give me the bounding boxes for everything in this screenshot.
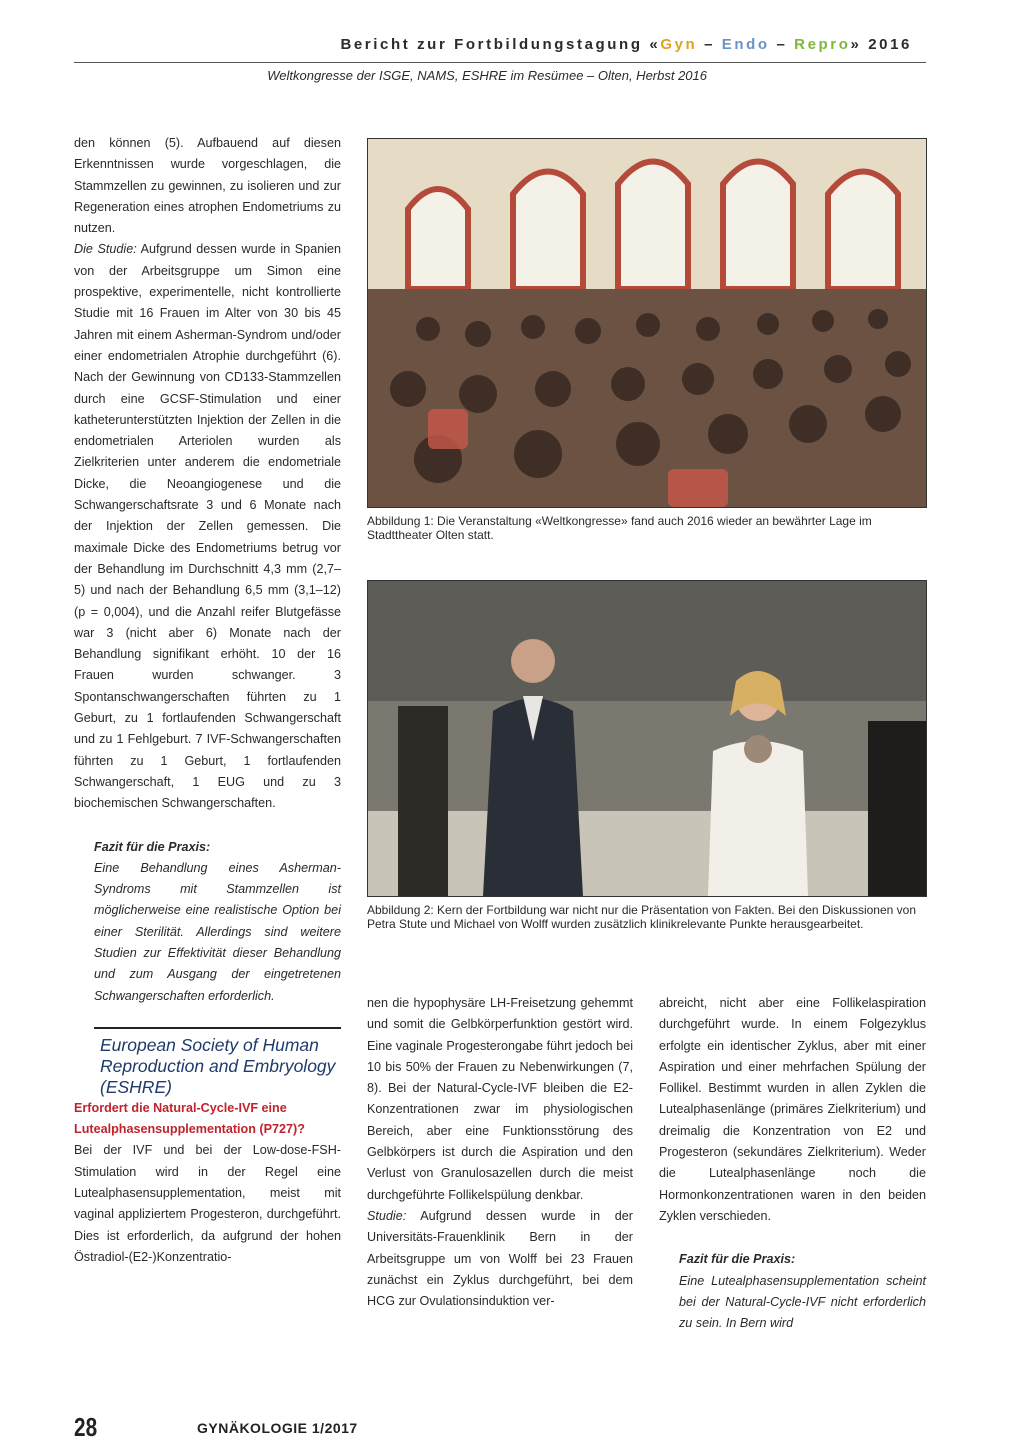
column2-study <box>367 1206 633 1312</box>
fazit-title: Fazit für die Praxis: <box>679 1252 796 1267</box>
header-title-repro: Repro <box>794 36 851 53</box>
fazit-text: Eine Behandlung eines Asherman-Syndroms mit Stammzellen ist möglicherweise eine realistische Option bei einer Sterilität. Allerdings sind weitere Studien zur Effektivität dieser Behandlung und zum Ausgang der eingetretenen Schwangerschaften erforderlich. <box>94 860 341 1003</box>
section-divider <box>94 1027 341 1029</box>
fazit-text: Eine Lutealphasensupplementation scheint bei der Natural-Cycle-IVF nicht erforderlich zu sein. In Bern wird <box>679 1273 926 1331</box>
fazit-box <box>679 1249 926 1334</box>
column3-text: abreicht, nicht aber eine Follikelaspiration durchgeführt wurde. In einem Folgezyklus erfolgte ein identischer Zyklus, aber mit einer Aspiration und einer mehrfachen Spülung der Follikel. Bestimmt wurden in allen Zyklen die Lutealphasenlänge (primäres Zielkriterium) und dreimalig die Konzentration von E2 und Progesteron (sekundäres Zielkriterium). Weder die Lutealphasenlänge noch die Hormonkonzentrationen waren in den beiden Zyklen verschieden. <box>659 996 926 1223</box>
paper-text: Bei der IVF und bei der Low-dose-FSH-Stimulation wird in der Regel eine Lutealphasensupplementation, meist mit vaginal appliziertem Progesteron, durchgeführt. Dies ist erforderlich, da aufgrund der hohen Östradiol-(E2-)Konzentratio- <box>74 1143 341 1264</box>
column1-study <box>74 239 341 814</box>
study-text: Aufgrund dessen wurde in der Universitäts-Frauenklinik Bern in der Arbeitsgruppe um von Wolff bei 23 Frauen zunächst ein Zyklus durchgeführt, bei dem HCG zur Ovulationsinduktion ver- <box>367 1208 633 1309</box>
speakers-photo <box>367 580 927 897</box>
study-label: Studie: <box>367 1208 407 1223</box>
header-rule <box>74 62 926 63</box>
page-number: 28 <box>74 1412 98 1442</box>
column1-intro: den können (5). Aufbauend auf diesen Erkenntnissen wurde vorgeschlagen, die Stammzellen zu gewinnen, zu isolieren und zur Regeneration eines atrophen Endometriums zu nutzen. <box>74 136 341 236</box>
column-1 <box>74 133 341 1268</box>
header-title-dash: – <box>769 36 795 53</box>
study-text: Aufgrund dessen wurde in Spanien von der Arbeitsgruppe um Simon eine prospektive, experimentelle, nicht kontrollierte Studie mit 16 Frauen im Alter von 30 bis 45 Jahren mit einem Asherman-Syndrom und/oder einer endometrialen Atrophie durchgeführt (6). Nach der Gewinnung von CD133-Stammzellen durch eine GCSF-Stimulation und einer katheterunterstützten Injektion der Zellen in die endometrialen Arteriolen wurden als Zielkriterien unter anderem die endometriale Dicke, die Neoangiogenese und die Schwangerschaftsrate 3 und 6 Monate nach der Injektion der Zellen gemessen. Die maximale Dicke des Endometriums betrug vor der Behandlung im Durchschnitt 4,3 mm (2,7–5) und nach der Behandlung 6,5 mm (3,1–12) (p = 0,004), und die Anzahl reifer Blutgefässe war 3 (nicht aber 6) Monate nach der Behandlung signifikant erhöht. 10 der 16 Frauen wurden schwanger. 3 Spontanschwangerschaften führten zu 1 Geburt, zu 1 fortlaufenden Schwangerschaft und zu 1 Fehlgeburt. 7 IVF-Schwangerschaften führten zu 1 Geburt, 1 fortlaufenden Schwangerschaft, 1 EUG und zu 3 biochemischen Schwangerschaften. <box>74 242 342 811</box>
header-title-suffix: » 2016 <box>850 36 912 53</box>
speakers-photo-illustration <box>368 581 926 896</box>
audience-photo-illustration <box>368 139 926 507</box>
fazit-box <box>94 837 341 1007</box>
conference-audience-photo <box>367 138 927 508</box>
figure2-caption: Abbildung 2: Kern der Fortbildung war nicht nur die Präsentation von Fakten. Bei den Diskussionen von Petra Stute und Michael von Wolff wurden zusätzlich klinikrelevante Punkte herausgearbeitet. <box>367 903 916 931</box>
study-label: Die Studie: <box>74 242 137 257</box>
column-3 <box>659 993 926 1334</box>
header-title <box>0 36 912 53</box>
paper-title: Erfordert die Natural-Cycle-IVF eine Lutealphasensupplementation (P727)? <box>74 1100 305 1137</box>
fazit-title: Fazit für die Praxis: <box>94 839 211 854</box>
journal-name: GYNÄKOLOGIE 1/2017 <box>197 1420 358 1436</box>
header-title-dash: – <box>697 36 722 53</box>
column2-text: nen die hypophysäre LH-Freisetzung gehemmt und somit die Gelbkörperfunktion gestört wird. Eine vaginale Progesterongabe führt jedoch bei 10 bis 50% der Frauen zu Nebenwirkungen (7, 8). Bei der Natural-Cycle-IVF bleiben die E2-Konzentrationen zwar im physiologischen Bereich, aber eine Funktionsstörung des Gelbkörpers ist durch die Aspiration und den Verlust von Granulosazellen durch die meist durchgeführte Follikelspülung denkbar. <box>367 996 633 1202</box>
section-heading: European Society of Human Reproduction and Embryology (ESHRE) <box>100 1034 336 1097</box>
header-title-gyn: Gyn <box>660 36 698 53</box>
header-subtitle: Weltkongresse der ISGE, NAMS, ESHRE im Resümee – Olten, Herbst 2016 <box>267 68 707 83</box>
header-title-prefix: Bericht zur Fortbildungstagung « <box>340 36 661 53</box>
header-title-endo: Endo <box>721 36 770 53</box>
column-2 <box>367 993 633 1312</box>
figure1-caption: Abbildung 1: Die Veranstaltung «Weltkongresse» fand auch 2016 wieder an bewährter Lage im Stadttheater Olten statt. <box>367 514 872 542</box>
